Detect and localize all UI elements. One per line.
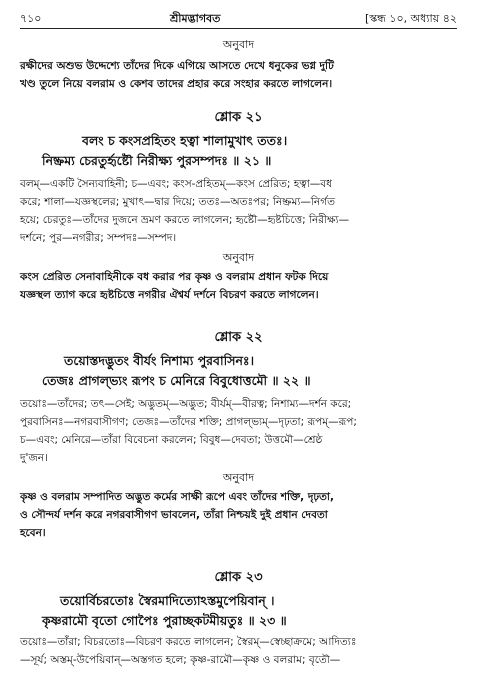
chapter-reference: [স্কন্ধ ১০, অধ্যায় ৪২ [364,12,457,25]
verse-22 [20,328,457,542]
synonym-line: চ—এবং; মেনিরে—তাঁরা বিবেচনা করলেন; বিবুধ—দেবতা; উত্তমৌ—শ্রেষ্ঠ [20,434,323,446]
synonym-line: তয়োঃ—তাঁরা; বিচরতোঃ—বিচরণ করতে লাগলেন; স্বৈরম্—স্বেচ্ছাক্রমে; আদিত্যঃ [20,636,357,648]
sanskrit-line: কৃষ্ণরামৌ বৃতো গোপৈঃ পুরাচ্ছকটমীয়তুঃ ॥ ২৩ ॥ [42,613,287,628]
translation-line: খণ্ড তুলে নিয়ে বলরাম ও কেশব তাদের প্রহার করে সংহার করতে লাগলেন। [20,78,333,90]
page-number: ৭১০ [20,12,42,25]
synonym-line: পুরবাসিনঃ—নগরবাসীগণ; তেজঃ—তাঁদের শক্তি; প্রাগল্ভ্যম্—দৃঢ়তা; রূপম্—রূপ; [20,416,357,428]
synonym-line: দর্শনে; পুর—নগরীর; সম্পদঃ—সম্পদ। [20,232,177,244]
translation-line: কৃষ্ণ ও বলরাম সম্পাদিত অদ্ভুত কর্মের সাক্ষী রূপে এবং তাঁদের শক্তি, দৃঢ়তা, [20,491,334,503]
synonym-line: —সূর্য; অস্তম্-উপেয়িবান্—অস্তগত হলে; কৃষ্ণ-রামৌ—কৃষ্ণ ও বলরাম; বৃতৌ— [20,654,341,666]
synonym-line: তয়োঃ—তাঁদের; তৎ—সেই; অদ্ভুতম্—অদ্ভুত; বীর্যম্—বীরত্ব; নিশাম্য—দর্শন করে; [20,398,352,410]
header-divider [20,28,457,29]
synonym-line: দু'জন। [20,452,48,464]
verse-21 [20,108,457,304]
intro-translation [20,36,457,93]
translation-label: অনুবাদ [222,251,255,264]
translation-line: হবেন। [20,527,46,539]
verse-heading: শ্লোক ২৩ [214,570,263,585]
sanskrit-line: বলং চ কংসপ্রহিতং হত্বা শালামুখাৎ ততঃ। [82,133,288,148]
sanskrit-line: নিষ্ক্রম্য চেরতুর্হৃষ্টৌ নিরীক্ষ্য পুরসম্পদঃ ॥ ২১ ॥ [42,153,272,168]
translation-label: অনুবাদ [222,471,255,484]
synonym-line: বলম্—একটি সৈন্যবাহিনী; চ—এবং; কংস-প্রহিতম্—কংস প্রেরিত; হত্বা—বধ [20,178,333,190]
translation-line: রক্ষীদের অশুভ উদ্দেশ্যে তাঁদের দিকে এগিয়ে আসতে দেখে ধনুকের ভগ্ন দুটি [20,60,334,72]
synonym-line: করে; শালা—যজ্ঞস্থলের; মুখাৎ—দ্বার দিয়ে; ততঃ—অতঃপর; নিষ্ক্রম্য—নির্গত [20,196,335,208]
sanskrit-line: তেজঃ প্রাগল্ভ্যং রূপং চ মেনিরে বিবুধোত্তমৌ ॥ ২২ ॥ [42,373,311,388]
verse-heading: শ্লোক ২২ [214,330,263,345]
verse-heading: শ্লোক ২১ [214,110,263,125]
page-header [20,6,457,28]
translation-line: কংস প্রেরিত সেনাবাহিনীকে বধ করার পর কৃষ্ণ ও বলরাম প্রধান ফটক দিয়ে [20,271,329,283]
sanskrit-line: তয়োস্তদদ্ভুতং বীর্যং নিশাম্য পুরবাসিনঃ। [64,353,255,368]
translation-line: যজ্ঞস্থল ত্যাগ করে হৃষ্টচিত্তে নগরীর ঐশ্বর্য দর্শনে বিচরণ করতে লাগলেন। [20,289,319,301]
verse-23 [20,568,457,669]
book-title: শ্রীমদ্ভাগবত [170,12,221,25]
synonym-line: হয়ে; চেরতুঃ—তাঁদের দুজনে ভ্রমণ করতে লাগলেন; হৃষ্টৌ—হৃষ্টচিত্তে; নিরীক্ষ্য— [20,214,350,226]
translation-line: ও সৌন্দর্য দর্শন করে নগরবাসীগণ ভাবলেন, তাঁরা নিশ্চয়ই দুই প্রধান দেবতা [20,509,328,521]
sanskrit-line: তয়োর্বিচরতোঃ স্বৈরমাদিত্যোঽস্তমুপেয়িবান্ । [60,593,275,608]
translation-label: অনুবাদ [222,38,255,51]
